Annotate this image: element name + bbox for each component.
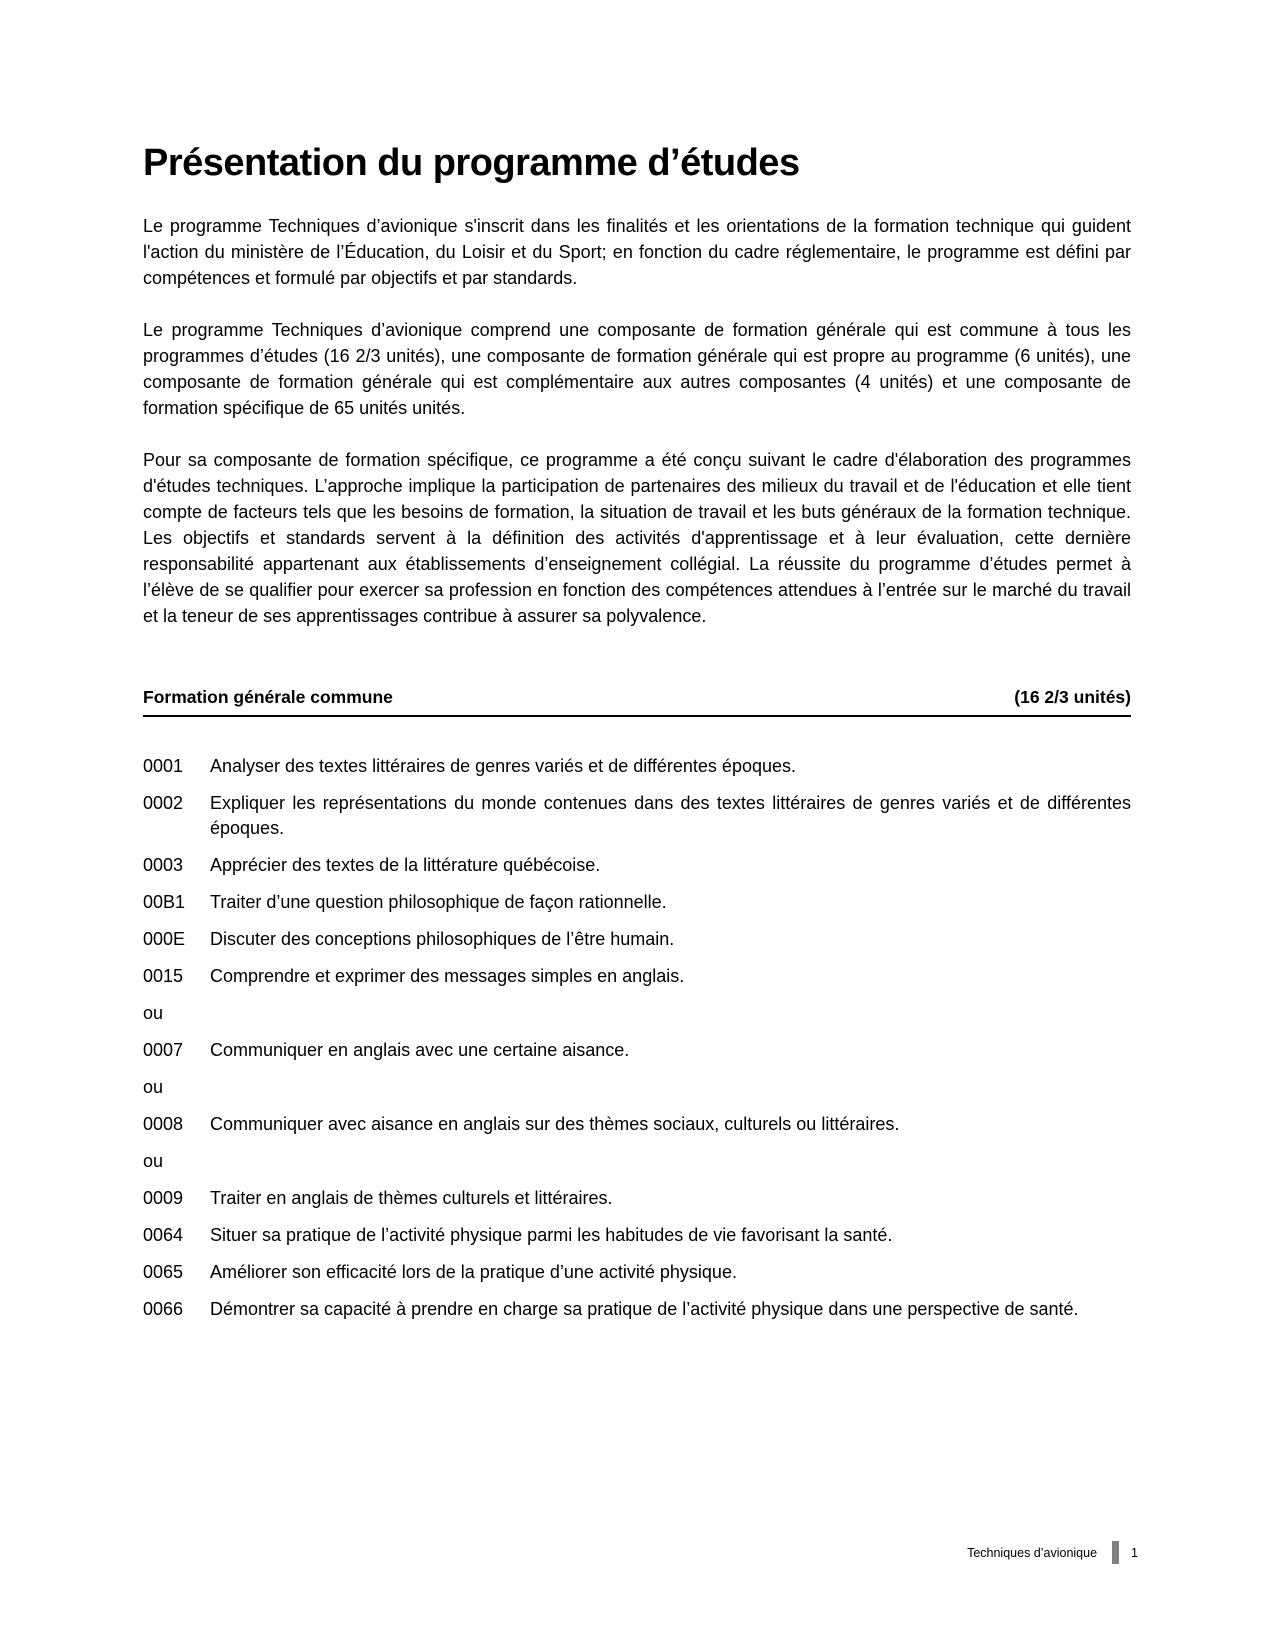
competency-code: 0015: [143, 966, 184, 986]
section-heading: Formation générale commune: [143, 687, 393, 707]
section-header: [143, 687, 1131, 717]
or-separator: ou: [143, 1003, 164, 1023]
competency-code: 0065: [143, 1262, 184, 1282]
competency-description: Communiquer avec aisance en anglais sur des thèmes sociaux, culturels ou littéraires.: [210, 1114, 900, 1134]
competency-description: Communiquer en anglais avec une certaine aisance.: [210, 1040, 630, 1060]
competency-row: [143, 754, 1131, 779]
or-separator: ou: [143, 1151, 164, 1171]
competency-row: [143, 927, 1131, 952]
intro-paragraph-2: Le programme Techniques d’avionique comprend une composante de formation générale qui est commune à tous les programmes d’études (16 2/3 unités), une composante de formation générale qui est propre au programme (6 unités), une composante de formation générale qui est complémentaire aux autres composantes (4 unités) et une composante de formation spécifique de 65 unités unités.: [143, 320, 1131, 418]
or-separator: ou: [143, 1077, 164, 1097]
competency-row: [143, 853, 1131, 878]
competency-list: [143, 754, 1131, 1322]
competency-row: [143, 1223, 1131, 1248]
competency-code: 0001: [143, 756, 184, 776]
competency-row: [143, 1297, 1131, 1322]
competency-code: 0009: [143, 1188, 184, 1208]
page-title: Présentation du programme d’études: [143, 142, 800, 184]
section-units: (16 2/3 unités): [1014, 687, 1131, 707]
competency-row: [143, 1038, 1131, 1063]
competency-code: 0003: [143, 855, 184, 875]
competency-code: 0008: [143, 1114, 184, 1134]
competency-code: 00B1: [143, 892, 186, 912]
competency-code: 0007: [143, 1040, 184, 1060]
intro-paragraph-3: Pour sa composante de formation spécifique, ce programme a été conçu suivant le cadre d'élaboration des programmes d'études techniques. L’approche implique la participation de partenaires des milieux du travail et de l'éducation et elle tient compte de facteurs tels que les besoins de formation, la situation de travail et les buts généraux de la formation technique. Les objectifs et standards servent à la définition des activités d'apprentissage et à leur évaluation, cette dernière responsabilité appartenant aux établissements d’enseignement collégial. La réussite du programme d’études permet à l’élève de se qualifier pour exercer sa profession en fonction des compétences attendues à l’entrée sur le marché du travail et la teneur de ses apprentissages contribue à assurer sa polyvalence.: [143, 450, 1131, 626]
competency-description: Comprendre et exprimer des messages simples en anglais.: [210, 966, 685, 986]
competency-code: 000E: [143, 929, 186, 949]
competency-description: Traiter en anglais de thèmes culturels et littéraires.: [210, 1188, 613, 1208]
competency-row: [143, 1112, 1131, 1137]
competency-description: Traiter d’une question philosophique de façon rationnelle.: [210, 892, 667, 912]
footer-document-title: Techniques d’avionique: [967, 1545, 1098, 1560]
competency-row: [143, 1260, 1131, 1285]
competency-description: Situer sa pratique de l’activité physique parmi les habitudes de vie favorisant la santé.: [210, 1225, 893, 1245]
competency-row: [143, 1186, 1131, 1211]
competency-description: Démontrer sa capacité à prendre en charge sa pratique de l’activité physique dans une perspective de santé.: [210, 1299, 1079, 1319]
page-footer: [143, 1540, 1138, 1565]
intro-paragraph-1: Le programme Techniques d’avionique s'inscrit dans les finalités et les orientations de la formation technique qui guident l'action du ministère de l’Éducation, du Loisir et du Sport; en fonction du cadre réglementaire, le programme est défini par compétences et formulé par objectifs et par standards.: [143, 216, 1131, 288]
footer-divider-bar: [1112, 1541, 1119, 1564]
competency-row: [143, 890, 1131, 915]
competency-description: Analyser des textes littéraires de genres variés et de différentes époques.: [210, 756, 797, 776]
competency-code: 0066: [143, 1299, 184, 1319]
competency-code: 0002: [143, 793, 184, 813]
competency-code: 0064: [143, 1225, 184, 1245]
competency-description: Discuter des conceptions philosophiques de l’être humain.: [210, 929, 675, 949]
competency-description: Expliquer les représentations du monde contenues dans des textes littéraires de genres variés et de différentes époques.: [210, 793, 1131, 838]
competency-description: Améliorer son efficacité lors de la pratique d’une activité physique.: [210, 1262, 737, 1282]
competency-row: [143, 964, 1131, 989]
footer-page-number: 1: [1131, 1545, 1138, 1560]
competency-description: Apprécier des textes de la littérature québécoise.: [210, 855, 601, 875]
competency-row: [143, 791, 1131, 841]
